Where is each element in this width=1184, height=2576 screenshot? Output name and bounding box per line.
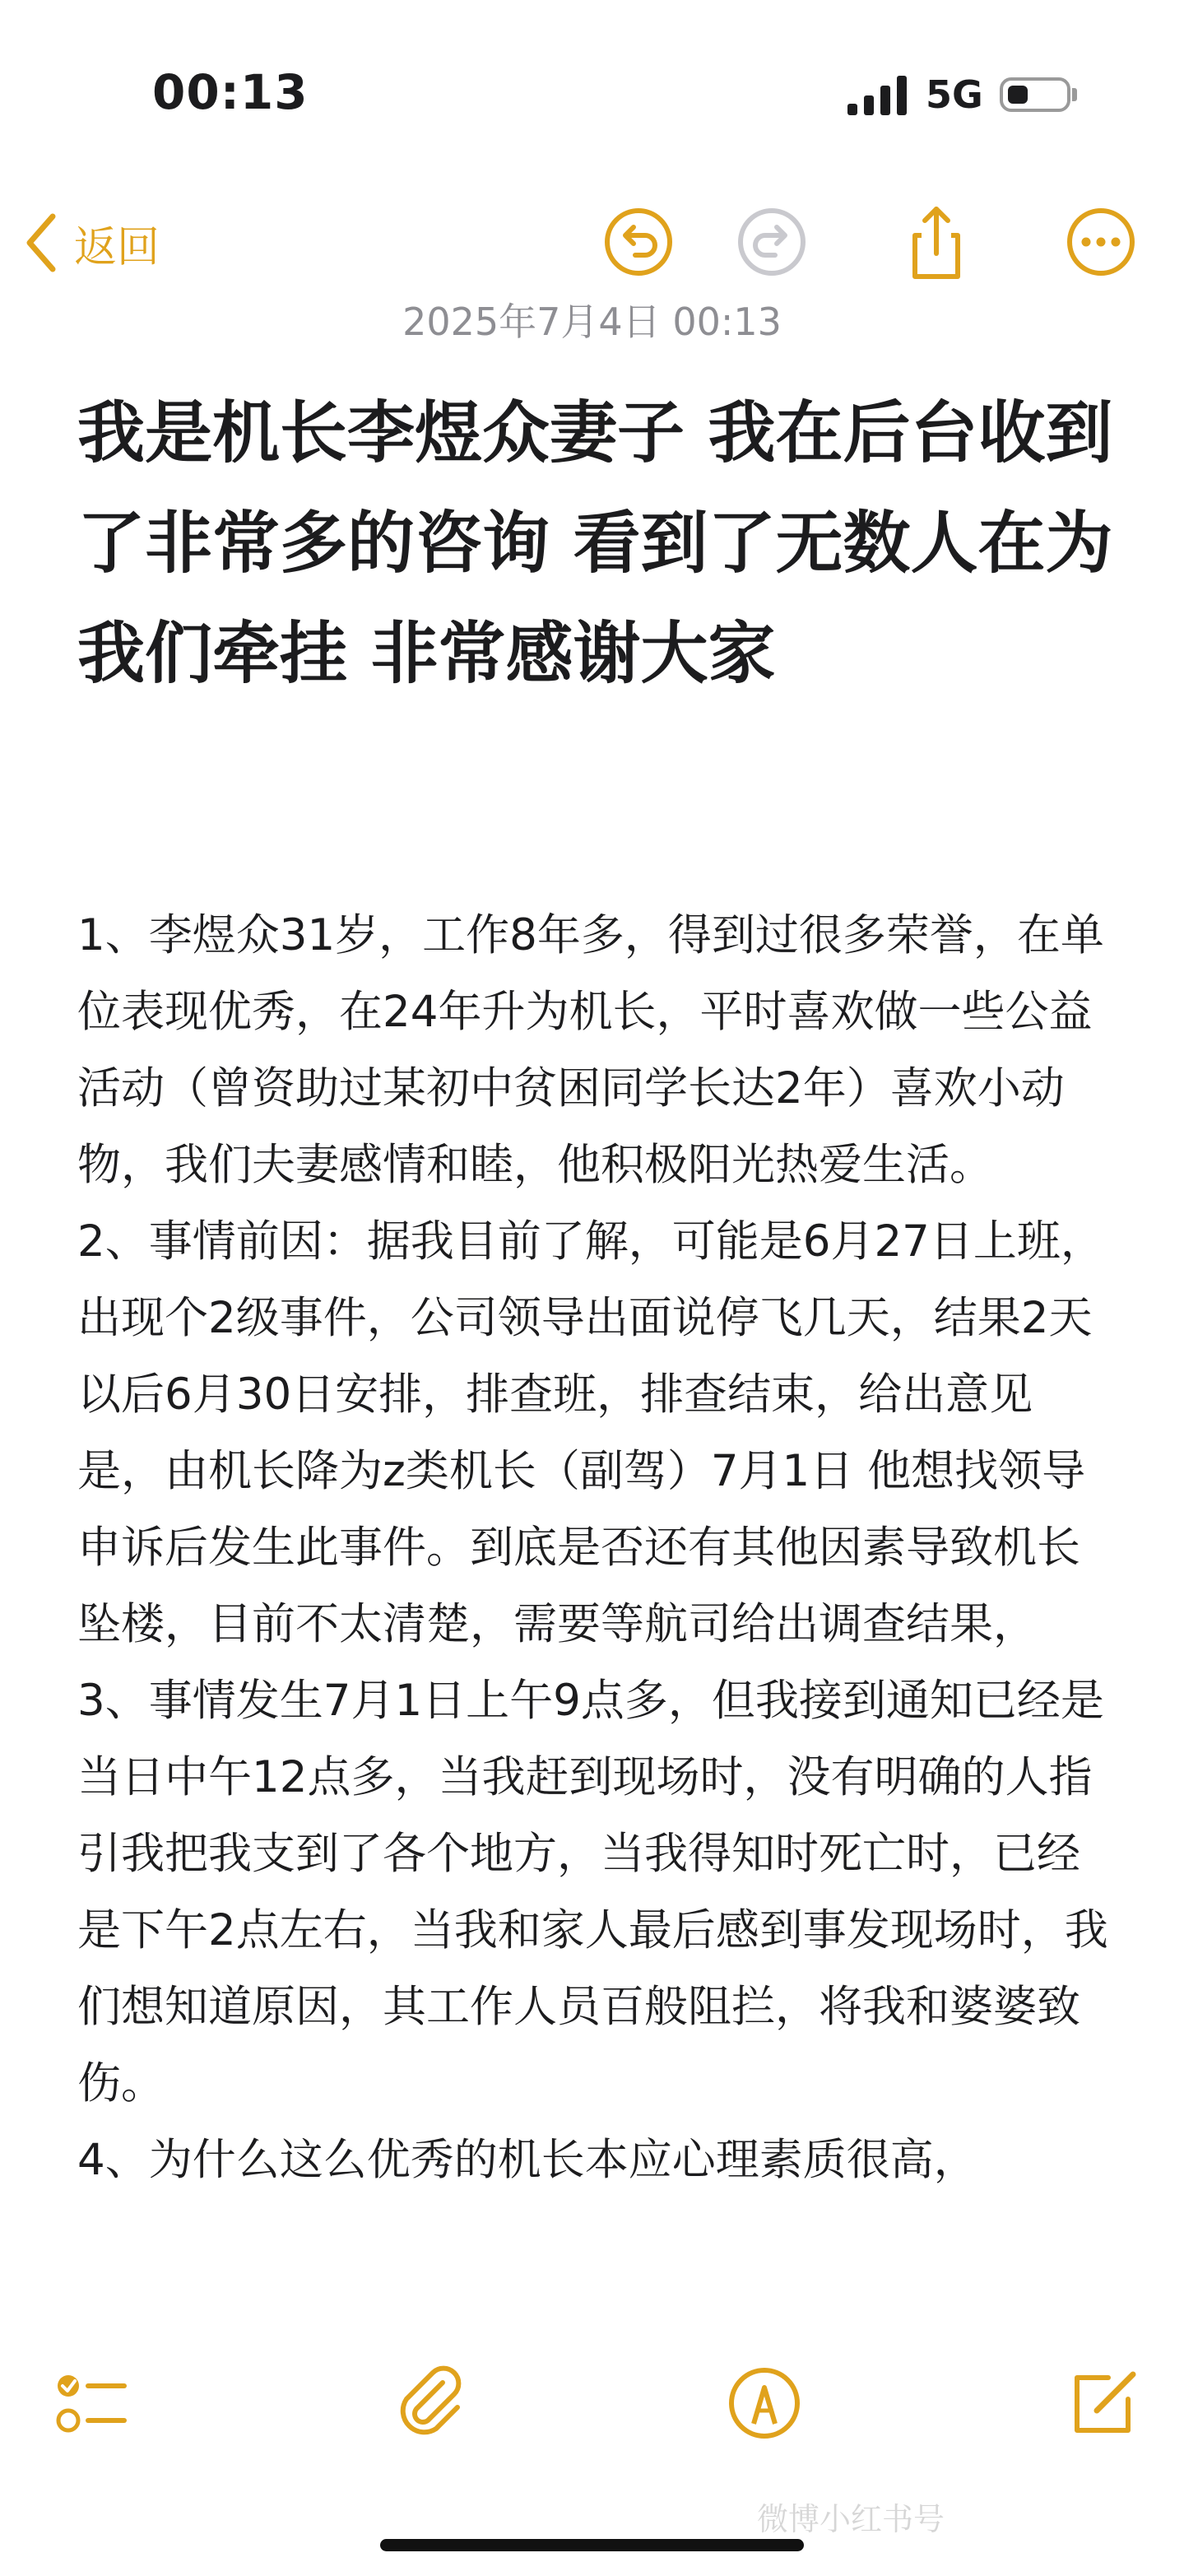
back-label: 返回 [74,222,160,272]
back-chevron-icon [25,212,58,274]
battery-icon [1000,77,1070,112]
checklist-icon[interactable] [45,2358,136,2448]
compose-icon[interactable] [1057,2358,1148,2448]
markup-icon[interactable] [719,2358,810,2448]
redo-icon[interactable] [732,202,811,281]
back-button[interactable] [25,206,160,280]
undo-icon[interactable] [599,202,678,281]
note-title[interactable]: 我是机长李煜众妻子 我在后台收到了非常多的咨询 看到了无数人在为我们牵挂 非常感谢大家 [77,394,1113,693]
note-paragraph: 4、为什么这么优秀的机长本应心理素质很高， [77,2135,977,2185]
status-time: 00:13 [152,64,309,120]
battery-cap [1072,88,1077,101]
home-indicator [380,2539,804,2551]
note-timestamp: 2025年7月4日 00:13 [402,300,782,344]
note-body[interactable] [77,897,1114,2337]
note-paragraph: 3、事情发生7月1日上午9点多，但我接到通知已经是当日中午12点多，当我赶到现场时，没有明确的人指引我把我支到了各个地方，当我得知时死亡时，已经是下午2点左右，当我和家人最后感到事发现场时，我们想知道原因，其工作人员百般阻拦，将我和婆婆致伤。 [77,1676,1108,2109]
note-paragraph: 2、事情前因：据我目前了解，可能是6月27日上班，出现个2级事件，公司领导出面说停飞几天，结果2天以后6月30日安排，排查班，排查结束，给出意见是，由机长降为z类机长（副驾）7月1日 他想找领导申诉后发生此事件。到底是否还有其他因素导致机长坠楼，目前不太清楚，需要等航司给出调查结果， [77,1216,1104,1649]
note-paragraph: 1、李煜众31岁，工作8年多，得到过很多荣誉，在单位表现优秀，在24年升为机长，平时喜欢做一些公益活动（曾资助过某初中贫困同学长达2年）喜欢小动物，我们夫妻感情和睦，他积极阳光热爱生活。 [77,910,1104,1190]
watermark: 微博小红书号 [757,2501,945,2537]
share-icon[interactable] [897,202,976,281]
cellular-signal-icon [847,76,910,115]
attachment-icon[interactable] [385,2358,476,2448]
more-icon[interactable] [1061,202,1140,281]
notes-toolbar [0,189,1184,296]
network-type: 5G [926,72,983,117]
bottom-toolbar [0,2350,1184,2490]
status-bar [0,0,1184,189]
